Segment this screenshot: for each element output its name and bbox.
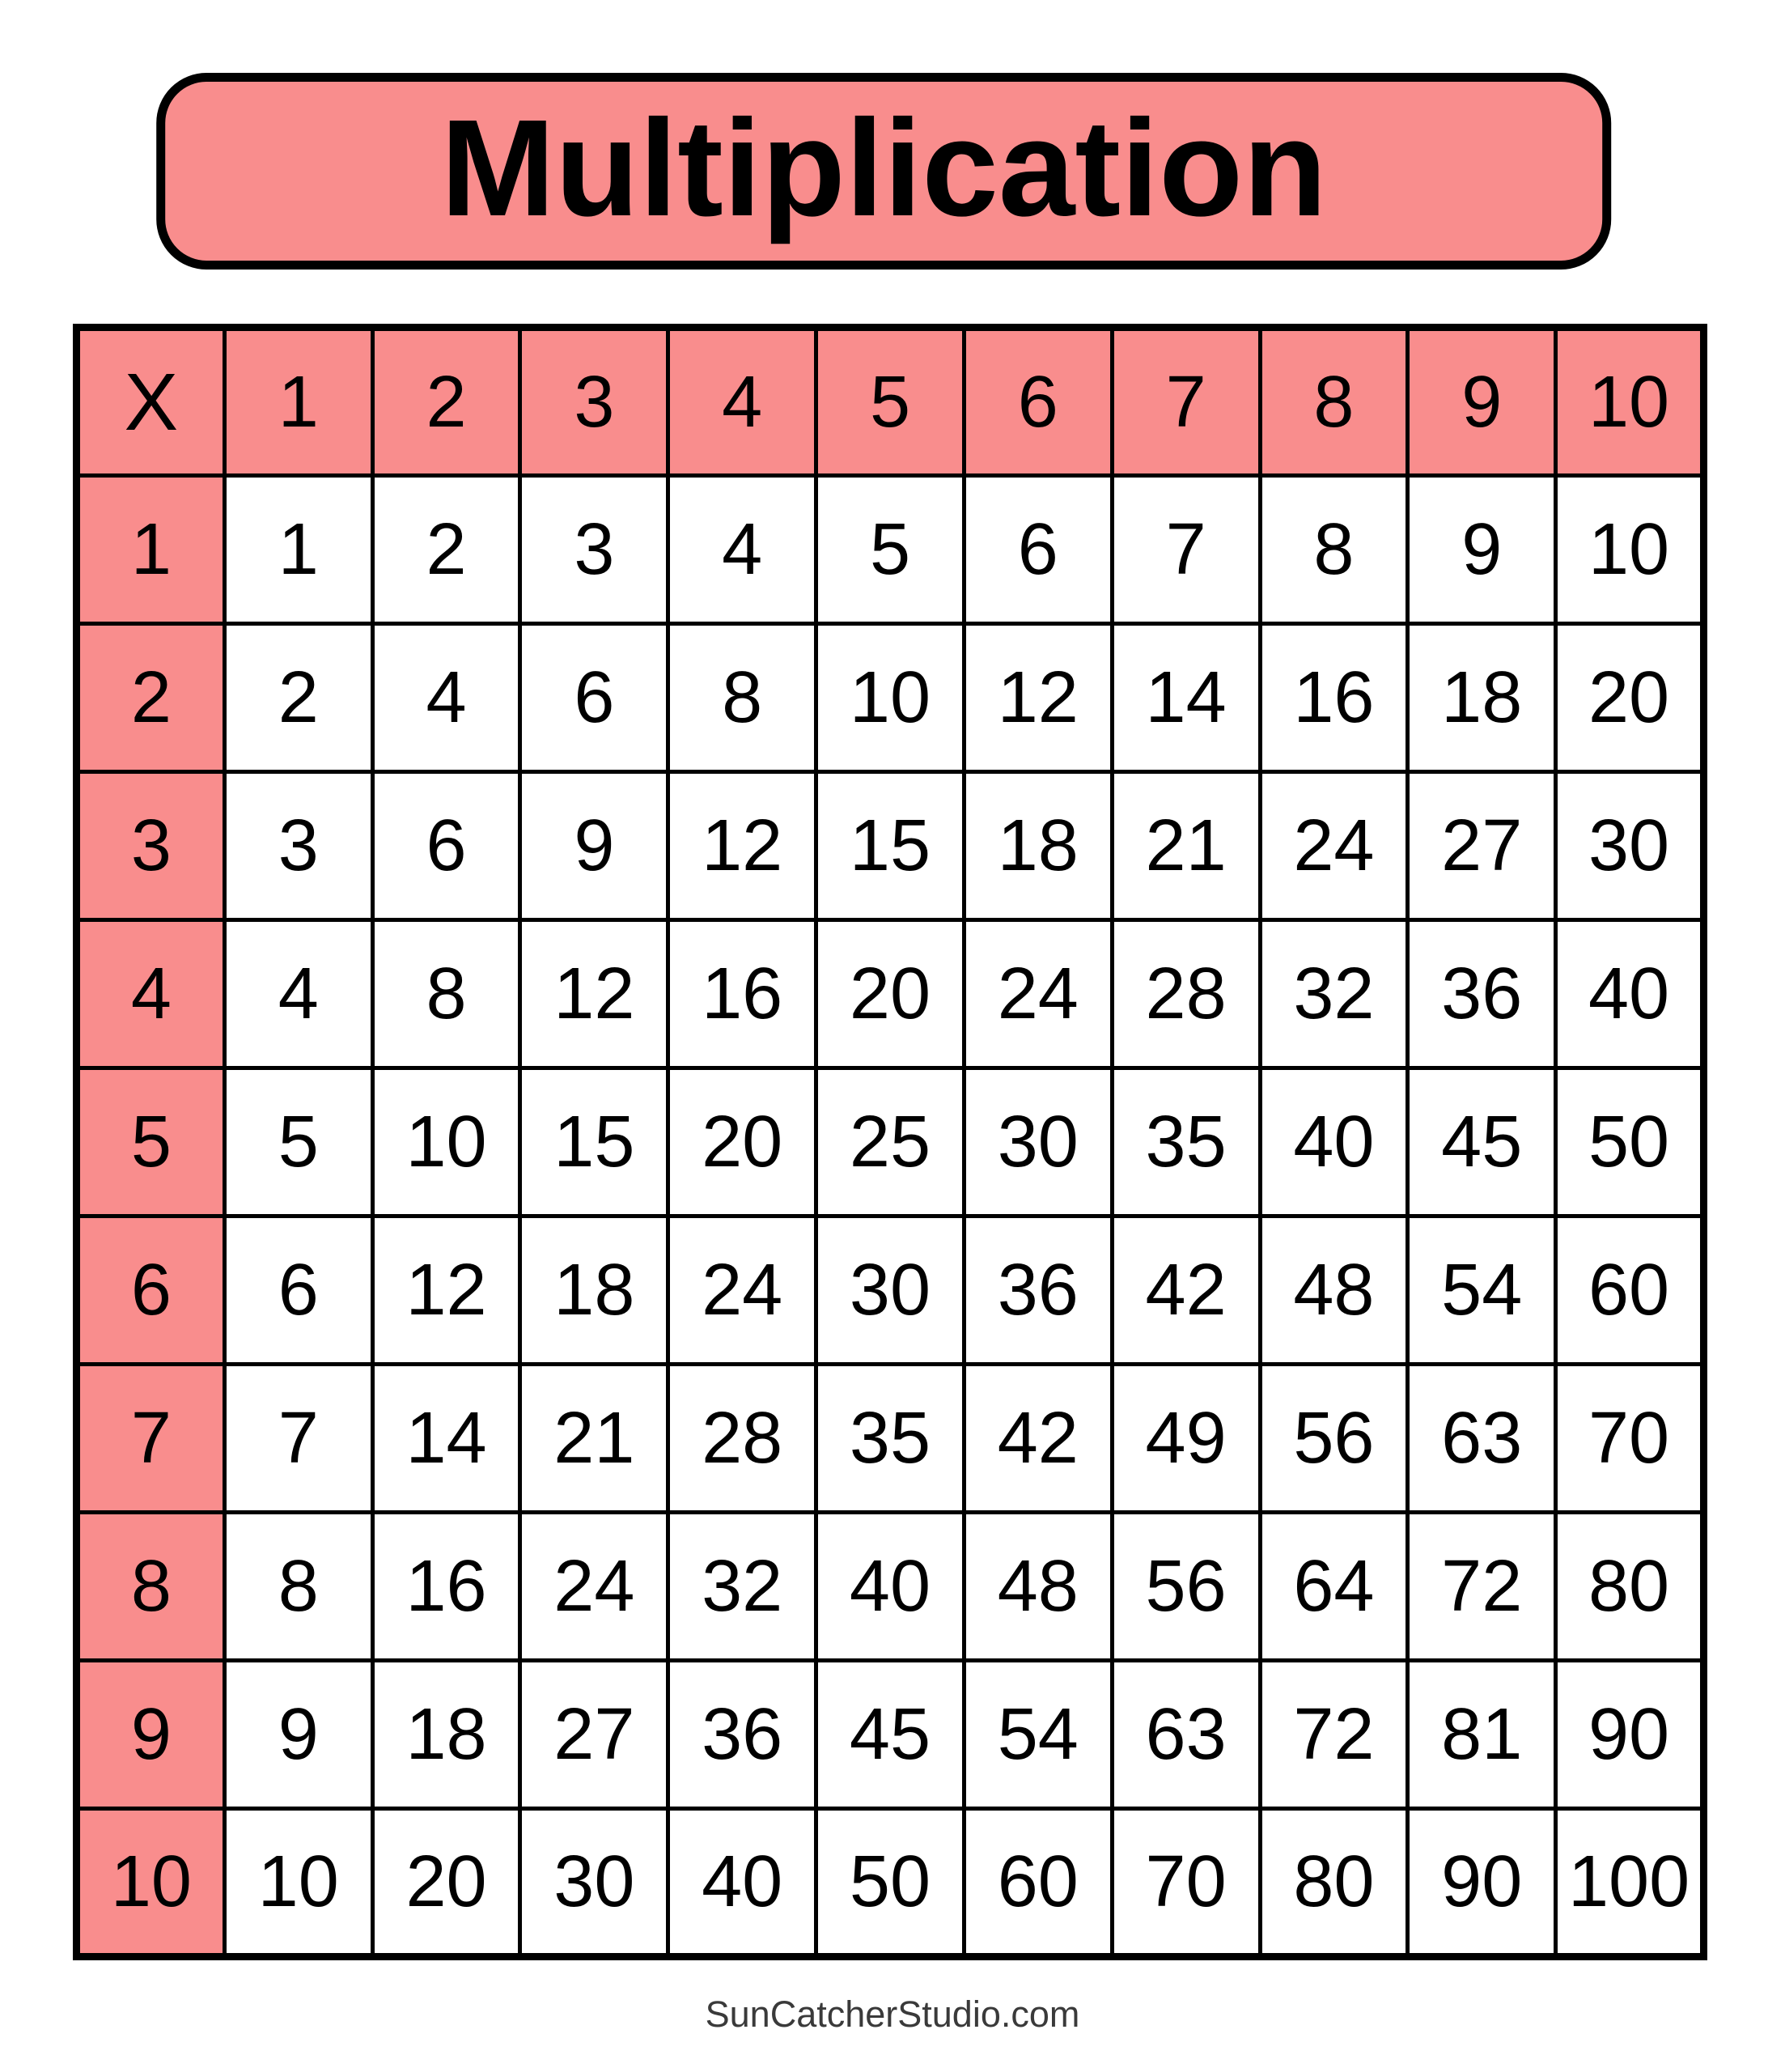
product-cell: 30	[816, 1216, 965, 1365]
row-header: 4	[77, 920, 225, 1068]
product-cell: 9	[1408, 476, 1556, 624]
product-cell: 25	[816, 1068, 965, 1216]
product-cell: 20	[372, 1809, 520, 1957]
product-cell: 40	[1556, 920, 1704, 1068]
product-cell: 81	[1408, 1661, 1556, 1809]
product-cell: 12	[520, 920, 668, 1068]
row-header: 10	[77, 1809, 225, 1957]
column-header: 5	[816, 328, 965, 476]
product-cell: 70	[1112, 1809, 1260, 1957]
product-cell: 35	[1112, 1068, 1260, 1216]
product-cell: 54	[1408, 1216, 1556, 1365]
column-header: 4	[668, 328, 816, 476]
product-cell: 24	[964, 920, 1112, 1068]
product-cell: 45	[1408, 1068, 1556, 1216]
product-cell: 40	[816, 1513, 965, 1661]
row-header: 5	[77, 1068, 225, 1216]
product-cell: 32	[1260, 920, 1408, 1068]
product-cell: 72	[1408, 1513, 1556, 1661]
product-cell: 4	[224, 920, 372, 1068]
product-cell: 14	[1112, 624, 1260, 772]
row-header: 7	[77, 1365, 225, 1513]
product-cell: 50	[816, 1809, 965, 1957]
product-cell: 10	[816, 624, 965, 772]
column-header: 9	[1408, 328, 1556, 476]
product-cell: 7	[224, 1365, 372, 1513]
product-cell: 60	[1556, 1216, 1704, 1365]
product-cell: 16	[1260, 624, 1408, 772]
header-row	[77, 328, 1704, 476]
product-cell: 2	[372, 476, 520, 624]
product-cell: 35	[816, 1365, 965, 1513]
product-cell: 54	[964, 1661, 1112, 1809]
product-cell: 20	[668, 1068, 816, 1216]
product-cell: 15	[520, 1068, 668, 1216]
product-cell: 30	[964, 1068, 1112, 1216]
corner-cell: X	[77, 328, 225, 476]
column-header: 1	[224, 328, 372, 476]
row-header: 8	[77, 1513, 225, 1661]
product-cell: 12	[668, 772, 816, 920]
product-cell: 3	[520, 476, 668, 624]
product-cell: 8	[224, 1513, 372, 1661]
product-cell: 8	[372, 920, 520, 1068]
product-cell: 16	[668, 920, 816, 1068]
product-cell: 12	[372, 1216, 520, 1365]
product-cell: 42	[1112, 1216, 1260, 1365]
product-cell: 20	[1556, 624, 1704, 772]
product-cell: 28	[668, 1365, 816, 1513]
table-row	[77, 1216, 1704, 1365]
product-cell: 21	[520, 1365, 668, 1513]
table-row	[77, 1068, 1704, 1216]
table-row	[77, 772, 1704, 920]
row-header: 1	[77, 476, 225, 624]
column-header: 7	[1112, 328, 1260, 476]
product-cell: 32	[668, 1513, 816, 1661]
product-cell: 12	[964, 624, 1112, 772]
product-cell: 27	[520, 1661, 668, 1809]
product-cell: 40	[1260, 1068, 1408, 1216]
product-cell: 8	[668, 624, 816, 772]
table-row	[77, 1661, 1704, 1809]
product-cell: 27	[1408, 772, 1556, 920]
product-cell: 5	[816, 476, 965, 624]
product-cell: 56	[1260, 1365, 1408, 1513]
footer-watermark: SunCatcherStudio.com	[705, 1993, 1080, 2035]
product-cell: 49	[1112, 1365, 1260, 1513]
product-cell: 42	[964, 1365, 1112, 1513]
product-cell: 7	[1112, 476, 1260, 624]
product-cell: 90	[1556, 1661, 1704, 1809]
product-cell: 60	[964, 1809, 1112, 1957]
product-cell: 16	[372, 1513, 520, 1661]
table-row	[77, 1365, 1704, 1513]
product-cell: 6	[372, 772, 520, 920]
product-cell: 80	[1556, 1513, 1704, 1661]
product-cell: 3	[224, 772, 372, 920]
product-cell: 4	[372, 624, 520, 772]
product-cell: 1	[224, 476, 372, 624]
product-cell: 4	[668, 476, 816, 624]
product-cell: 40	[668, 1809, 816, 1957]
product-cell: 36	[964, 1216, 1112, 1365]
product-cell: 28	[1112, 920, 1260, 1068]
product-cell: 6	[520, 624, 668, 772]
product-cell: 6	[224, 1216, 372, 1365]
product-cell: 24	[1260, 772, 1408, 920]
product-cell: 50	[1556, 1068, 1704, 1216]
column-header: 10	[1556, 328, 1704, 476]
column-header: 2	[372, 328, 520, 476]
title-banner	[156, 73, 1611, 270]
table-row	[77, 920, 1704, 1068]
multiplication-table	[73, 324, 1707, 1960]
page-title: Multiplication	[440, 91, 1327, 245]
column-header: 6	[964, 328, 1112, 476]
product-cell: 24	[668, 1216, 816, 1365]
product-cell: 6	[964, 476, 1112, 624]
product-cell: 63	[1112, 1661, 1260, 1809]
product-cell: 45	[816, 1661, 965, 1809]
product-cell: 100	[1556, 1809, 1704, 1957]
product-cell: 56	[1112, 1513, 1260, 1661]
row-header: 9	[77, 1661, 225, 1809]
product-cell: 24	[520, 1513, 668, 1661]
product-cell: 14	[372, 1365, 520, 1513]
table-row	[77, 476, 1704, 624]
row-header: 2	[77, 624, 225, 772]
row-header: 3	[77, 772, 225, 920]
product-cell: 48	[964, 1513, 1112, 1661]
table-row	[77, 624, 1704, 772]
product-cell: 80	[1260, 1809, 1408, 1957]
product-cell: 36	[1408, 920, 1556, 1068]
column-header: 3	[520, 328, 668, 476]
product-cell: 90	[1408, 1809, 1556, 1957]
product-cell: 18	[372, 1661, 520, 1809]
product-cell: 72	[1260, 1661, 1408, 1809]
product-cell: 36	[668, 1661, 816, 1809]
product-cell: 2	[224, 624, 372, 772]
product-cell: 64	[1260, 1513, 1408, 1661]
table-row	[77, 1513, 1704, 1661]
product-cell: 10	[224, 1809, 372, 1957]
product-cell: 18	[1408, 624, 1556, 772]
product-cell: 9	[520, 772, 668, 920]
product-cell: 70	[1556, 1365, 1704, 1513]
product-cell: 9	[224, 1661, 372, 1809]
row-header: 6	[77, 1216, 225, 1365]
product-cell: 5	[224, 1068, 372, 1216]
product-cell: 18	[520, 1216, 668, 1365]
product-cell: 10	[1556, 476, 1704, 624]
product-cell: 15	[816, 772, 965, 920]
product-cell: 30	[1556, 772, 1704, 920]
product-cell: 20	[816, 920, 965, 1068]
product-cell: 21	[1112, 772, 1260, 920]
product-cell: 30	[520, 1809, 668, 1957]
table-row	[77, 1809, 1704, 1957]
column-header: 8	[1260, 328, 1408, 476]
product-cell: 48	[1260, 1216, 1408, 1365]
product-cell: 10	[372, 1068, 520, 1216]
product-cell: 8	[1260, 476, 1408, 624]
product-cell: 63	[1408, 1365, 1556, 1513]
product-cell: 18	[964, 772, 1112, 920]
